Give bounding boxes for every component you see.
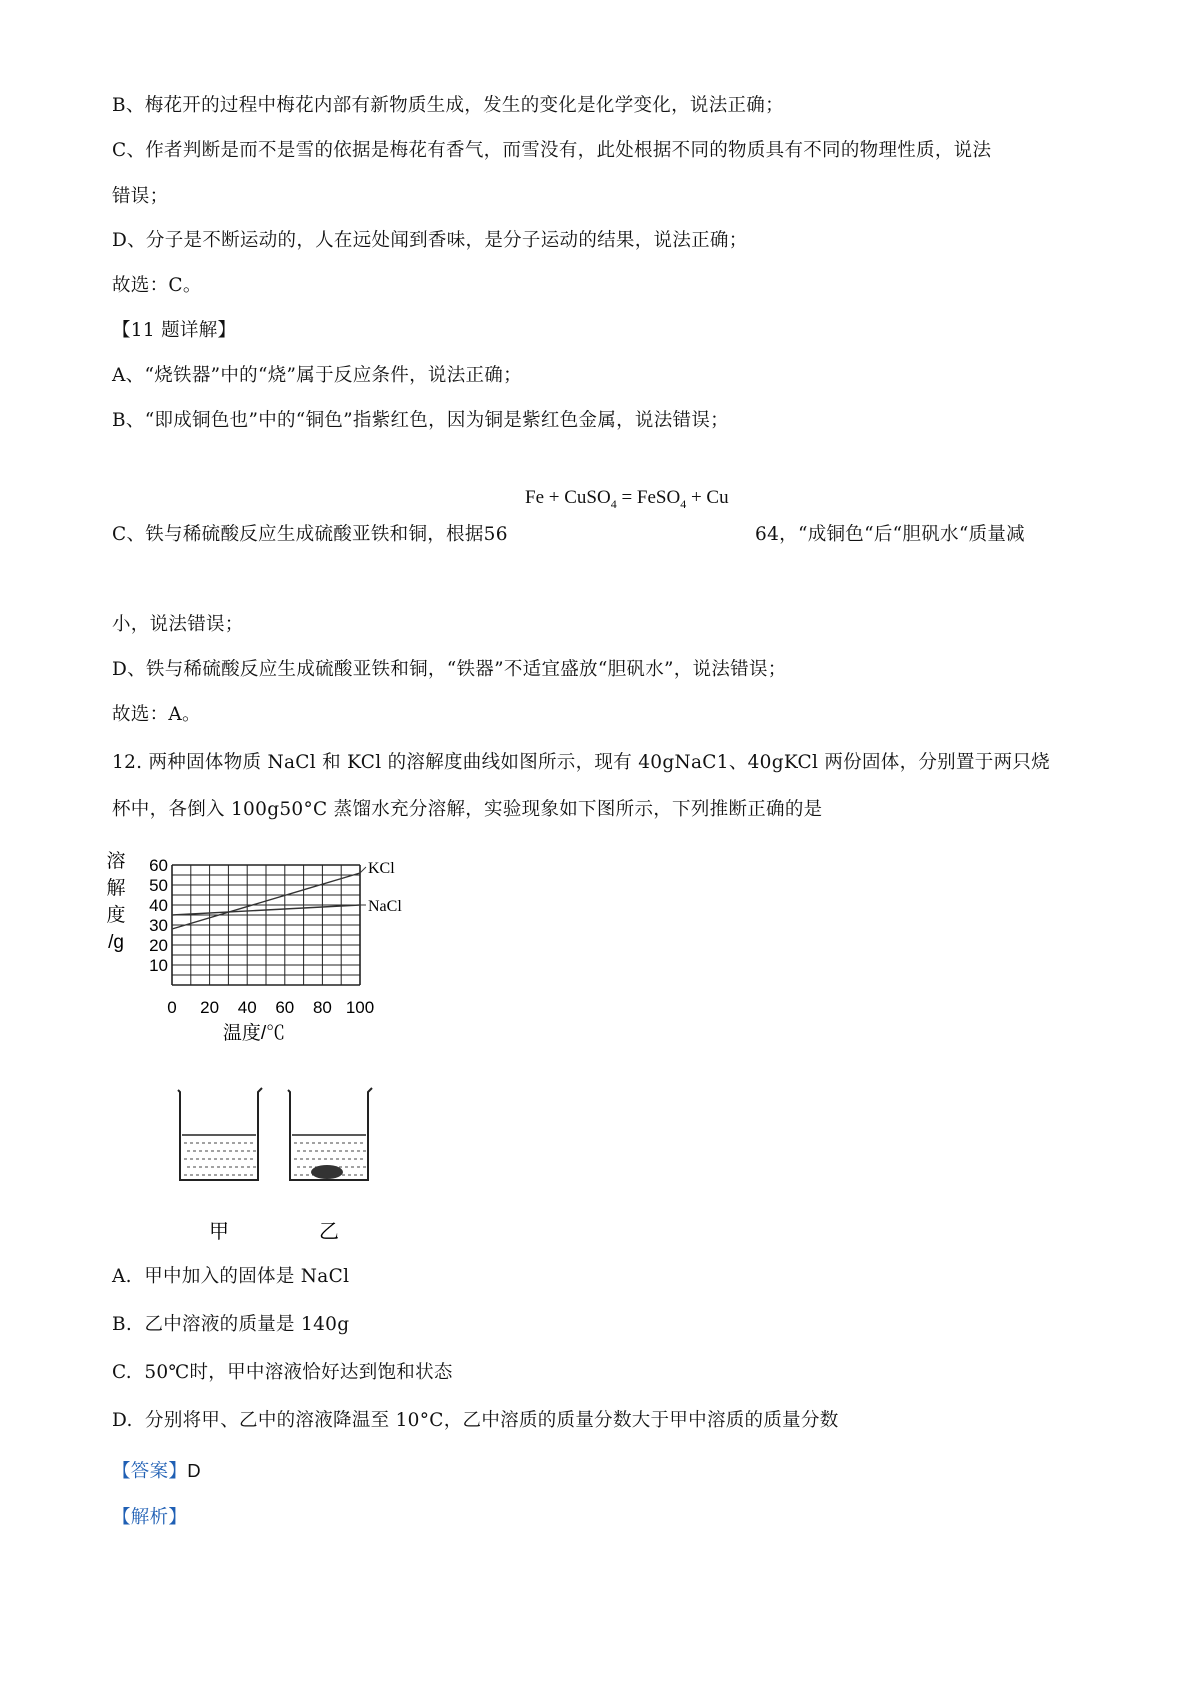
series-label-kcl: KCl	[368, 860, 395, 877]
series-leader-kcl	[360, 867, 366, 873]
beaker-jia-label: 甲	[209, 1221, 229, 1243]
text-line-7: A、“烧铁器”中的“烧”属于反应条件，说法正确；	[112, 365, 522, 386]
option-a-label: A.	[112, 1266, 132, 1287]
x-axis-label: 温度/℃	[222, 1023, 286, 1044]
undissolved-solid	[311, 1165, 343, 1179]
equation-sub-1: 4	[610, 496, 617, 511]
beaker-yi	[288, 1088, 372, 1243]
beaker-jia	[178, 1088, 262, 1243]
y-axis-label-char: 度	[106, 905, 126, 926]
chart-grid	[172, 865, 360, 985]
beaker-jia-liquid	[184, 1143, 256, 1175]
x-tick-label: 0	[167, 998, 177, 1017]
y-axis-label-char: 溶	[106, 851, 126, 872]
x-tick-label: 100	[345, 998, 375, 1017]
text-line-3: 错误；	[112, 186, 169, 207]
equation-rhs: + Cu	[686, 487, 729, 508]
y-tick-label: 20	[149, 936, 168, 955]
y-axis-label-char: /g	[108, 932, 124, 953]
beaker-figure	[170, 1085, 430, 1245]
chart-series	[172, 867, 366, 929]
solubility-chart	[100, 845, 460, 1045]
y-tick-label: 10	[149, 956, 168, 975]
option-d-text: 分别将甲、乙中的溶液降温至 10°C，乙中溶质的质量分数大于甲中溶质的质量分数	[145, 1410, 839, 1431]
analysis-label: 【解析】	[112, 1507, 188, 1528]
text-line-2: C、作者判断是而不是雪的依据是梅花有香气，而雪没有，此处根据不同的物质具有不同的物理性质，说法	[112, 140, 992, 161]
y-tick-label: 60	[149, 856, 168, 875]
equation-sub-2: 4	[680, 496, 687, 511]
option-b	[112, 1312, 349, 1338]
section-heading-11: 【11 题详解】	[112, 320, 237, 341]
chart-ticks	[149, 856, 374, 1017]
text-line-9a: C、铁与稀硫酸反应生成硫酸亚铁和铜，根据56	[112, 524, 508, 545]
beaker-jia-outline	[178, 1088, 262, 1180]
option-d-label: D.	[112, 1410, 133, 1431]
option-c-text: 50℃时，甲中溶液恰好达到饱和状态	[144, 1362, 453, 1383]
y-axis-label-char: 解	[106, 878, 126, 899]
question-12-line-2: 杯中，各倒入 100g50°C 蒸馏水充分溶解，实验现象如下图所示，下列推断正确的是	[112, 799, 823, 820]
question-12-line-1: 12. 两种固体物质 NaCl 和 KCl 的溶解度曲线如图所示，现有 40gNaC1、40gKCl 两份固体，分别置于两只烧	[112, 752, 1050, 773]
text-line-11: D、铁与稀硫酸反应生成硫酸亚铁和铜，“铁器”不适宜盛放“胆矾水”，说法错误；	[112, 659, 787, 680]
chemical-equation	[525, 487, 729, 512]
option-d	[112, 1408, 839, 1434]
text-line-12: 故选：A。	[112, 704, 201, 725]
option-b-label: B.	[112, 1314, 133, 1335]
y-tick-label: 30	[149, 916, 168, 935]
text-line-9b: 64，“成铜色“后“胆矾水“质量减	[755, 524, 1025, 545]
option-c	[112, 1360, 453, 1386]
equation-eq: = FeSO	[616, 487, 681, 508]
x-tick-label: 80	[312, 998, 332, 1017]
option-a	[112, 1264, 349, 1290]
equation-lhs: Fe + CuSO	[525, 487, 611, 508]
text-line-5: 故选：C。	[112, 275, 202, 296]
beaker-yi-label: 乙	[319, 1221, 339, 1243]
x-tick-label: 60	[275, 998, 295, 1017]
series-label-nacl: NaCl	[368, 898, 402, 915]
text-line-1: B、梅花开的过程中梅花内部有新物质生成，发生的变化是化学变化，说法正确；	[112, 95, 784, 116]
text-line-10: 小，说法错误；	[112, 614, 244, 635]
option-b-text: 乙中溶液的质量是 140g	[144, 1314, 350, 1335]
answer-label: 【答案】	[112, 1461, 188, 1482]
option-a-text: 甲中加入的固体是 NaCl	[144, 1266, 350, 1287]
text-line-4: D、分子是不断运动的，人在远处闻到香味，是分子运动的结果，说法正确；	[112, 230, 748, 251]
answer-value: D	[187, 1460, 201, 1481]
x-tick-label: 20	[200, 998, 220, 1017]
text-line-8: B、“即成铜色也”中的“铜色”指紫红色，因为铜是紫红色金属，说法错误；	[112, 410, 729, 431]
option-c-label: C.	[112, 1362, 132, 1383]
y-tick-label: 40	[149, 896, 168, 915]
x-tick-label: 40	[237, 998, 257, 1017]
y-tick-label: 50	[149, 876, 168, 895]
answer-line	[112, 1458, 201, 1485]
